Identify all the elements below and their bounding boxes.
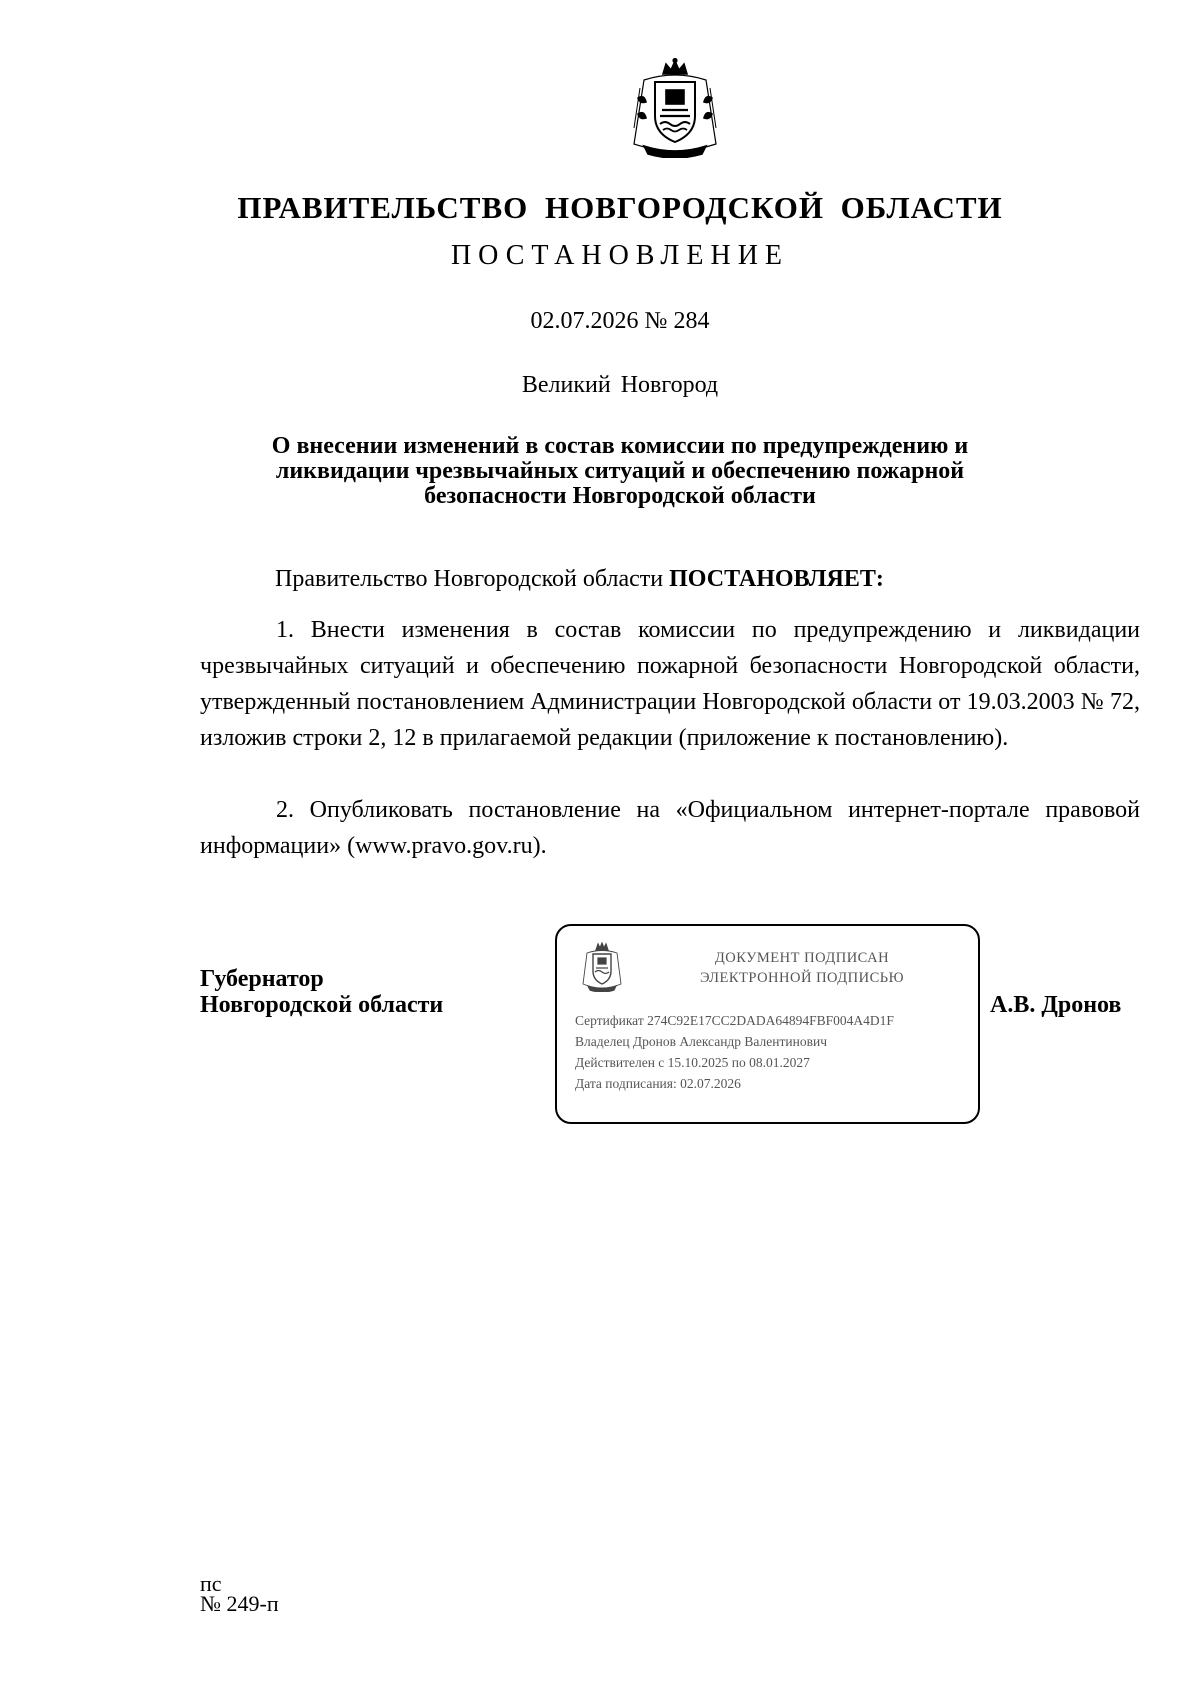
stamp-sign-date: Дата подписания: 02.07.2026 [575, 1076, 741, 1091]
signatory-name: А.В. Дронов [990, 992, 1122, 1018]
stamp-certificate: Сертификат 274C92E17CC2DADA64894FBF004A4D1F [575, 1013, 894, 1028]
document-date-number: 02.07.2026 № 284 [530, 308, 710, 334]
paragraph-1: 1. Внести изменения в состав комиссии по предупреждению и ликвидации чрезвычайных ситуаций и обеспечению пожарной безопасности Новгородской области, утвержденный постановлением Администрации Новгородской области от 19.03.2003 № 72, изложив строки 2, 12 в прилагаемой редакции (приложение к постановлению). [200, 617, 1140, 751]
preamble-text: Правительство Новгородской области [275, 566, 664, 592]
organization-name: ПРАВИТЕЛЬСТВО НОВГОРОДСКОЙ ОБЛАСТИ [237, 190, 1003, 225]
footer-code-line1: пс [200, 1571, 222, 1596]
electronic-signature-stamp [555, 924, 980, 1124]
signatory-position-line2: Новгородской области [200, 992, 444, 1018]
paragraph-2: 2. Опубликовать постановление на «Официальном интернет-портале правовой информации» (www.pravo.gov.ru). [200, 797, 1140, 859]
stamp-validity: Действителен с 15.10.2025 по 08.01.2027 [575, 1055, 810, 1070]
signatory-position-line1: Губернатор [200, 966, 324, 992]
document-type: ПОСТАНОВЛЕНИЕ [450, 240, 790, 271]
footer-code-line2: № 249-п [200, 1591, 279, 1616]
signatory-position [200, 966, 443, 1018]
preamble-resolution-word: ПОСТАНОВЛЯЕТ: [669, 566, 884, 592]
document-place: Великий Новгород [521, 372, 719, 398]
stamp-owner: Владелец Дронов Александр Валентинович [575, 1034, 827, 1049]
coat-of-arms-icon [581, 942, 623, 992]
stamp-details [575, 1010, 975, 1094]
stamp-header-line2: ЭЛЕКТРОННОЙ ПОДПИСЬЮ [699, 970, 905, 986]
footer-code [200, 1571, 279, 1616]
stamp-header-line1: ДОКУМЕНТ ПОДПИСАН [714, 950, 890, 966]
coat-of-arms-icon [630, 58, 720, 158]
stamp-header [657, 948, 947, 988]
document-subject: О внесении изменений в состав комиссии по предупреждению и ликвидации чрезвычайных ситуаций и обеспечению пожарной безопасности Новгородской области [271, 433, 969, 509]
preamble [275, 566, 884, 593]
